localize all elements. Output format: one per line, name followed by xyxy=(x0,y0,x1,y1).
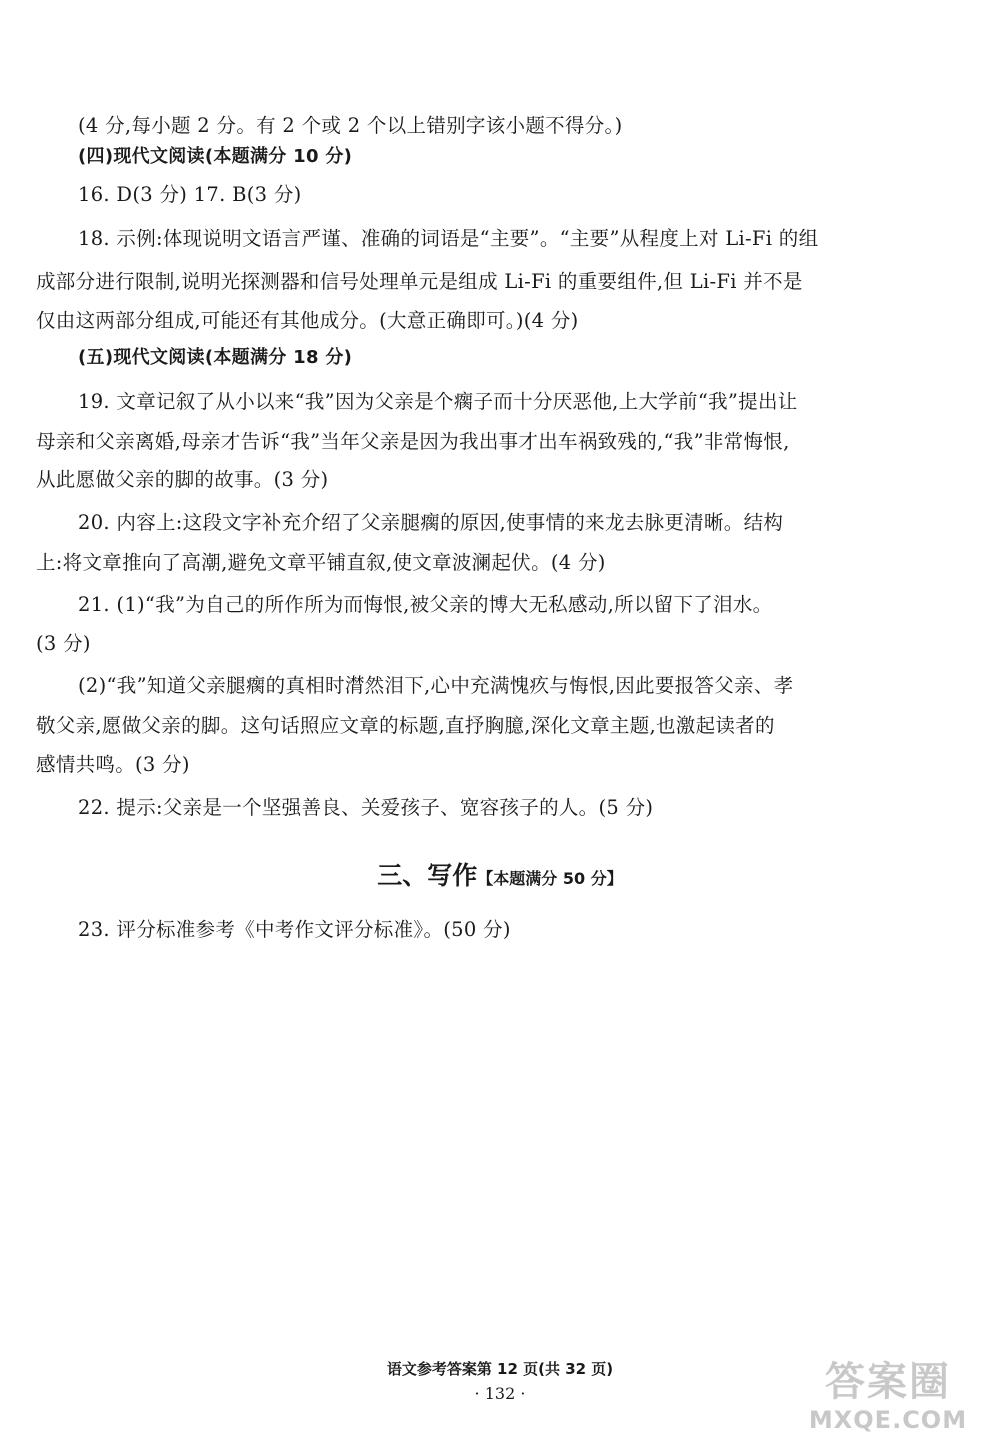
answer-18-line-2: 成部分进行限制,说明光探测器和信号处理单元是组成 Li-Fi 的重要组件,但 Li-Fi 并不是 xyxy=(36,270,803,293)
answer-19-line-2: 母亲和父亲离婚,母亲才告诉“我”当年父亲是因为我出事才出车祸致残的,“我”非常悔恨, xyxy=(36,430,790,453)
section-score-note: 【本题满分 50 分】 xyxy=(477,869,623,888)
footer-caption: 语文参考答案第 12 页(共 32 页) xyxy=(386,1360,614,1378)
answer-22: 22. 提示:父亲是一个坚强善良、关爱孩子、宽容孩子的人。(5 分) xyxy=(78,796,654,819)
answer-21-1-line-2: (3 分) xyxy=(36,632,91,655)
watermark-main: 答案圈 xyxy=(825,1359,951,1405)
answer-19-line-3: 从此愿做父亲的脚的故事。(3 分) xyxy=(36,468,329,491)
page-number: · 132 · xyxy=(474,1384,526,1403)
section-title-writing xyxy=(0,856,1000,892)
answer-20-line-1: 20. 内容上:这段文字补充介绍了父亲腿瘸的原因,使事情的来龙去脉更清晰。结构 xyxy=(78,511,784,534)
section-title-text: 三、写作 xyxy=(377,861,478,890)
watermark-logo xyxy=(798,1358,978,1434)
answer-21-1-line-1: 21. (1)“我”为自己的所作所为而悔恨,被父亲的博大无私感动,所以留下了泪水。 xyxy=(78,593,773,616)
heading-part-four: (四)现代文阅读(本题满分 10 分) xyxy=(78,146,353,167)
answer-18-line-3: 仅由这两部分组成,可能还有其他成分。(大意正确即可。)(4 分) xyxy=(36,309,579,332)
answer-16-17: 16. D(3 分) 17. B(3 分) xyxy=(78,183,302,206)
answer-18-line-1: 18. 示例:体现说明文语言严谨、准确的词语是“主要”。“主要”从程度上对 Li-Fi 的组 xyxy=(78,227,819,250)
answer-21-2-line-1: (2)“我”知道父亲腿瘸的真相时潸然泪下,心中充满愧疚与悔恨,因此要报答父亲、孝 xyxy=(78,674,794,697)
watermark-site: MXQE.COM xyxy=(808,1406,968,1434)
answer-21-2-line-2: 敬父亲,愿做父亲的脚。这句话照应文章的标题,直抒胸臆,深化文章主题,也激起读者的 xyxy=(36,714,775,737)
answer-20-line-2: 上:将文章推向了高潮,避免文章平铺直叙,使文章波澜起伏。(4 分) xyxy=(36,551,606,574)
scoring-note: (4 分,每小题 2 分。有 2 个或 2 个以上错别字该小题不得分。) xyxy=(78,114,623,137)
heading-part-five: (五)现代文阅读(本题满分 18 分) xyxy=(78,347,353,368)
answer-21-2-line-3: 感情共鸣。(3 分) xyxy=(36,753,190,776)
answer-23: 23. 评分标准参考《中考作文评分标准》。(50 分) xyxy=(78,918,511,941)
answer-19-line-1: 19. 文章记叙了从小以来“我”因为父亲是个瘸子而十分厌恶他,上大学前“我”提出让 xyxy=(78,390,798,413)
